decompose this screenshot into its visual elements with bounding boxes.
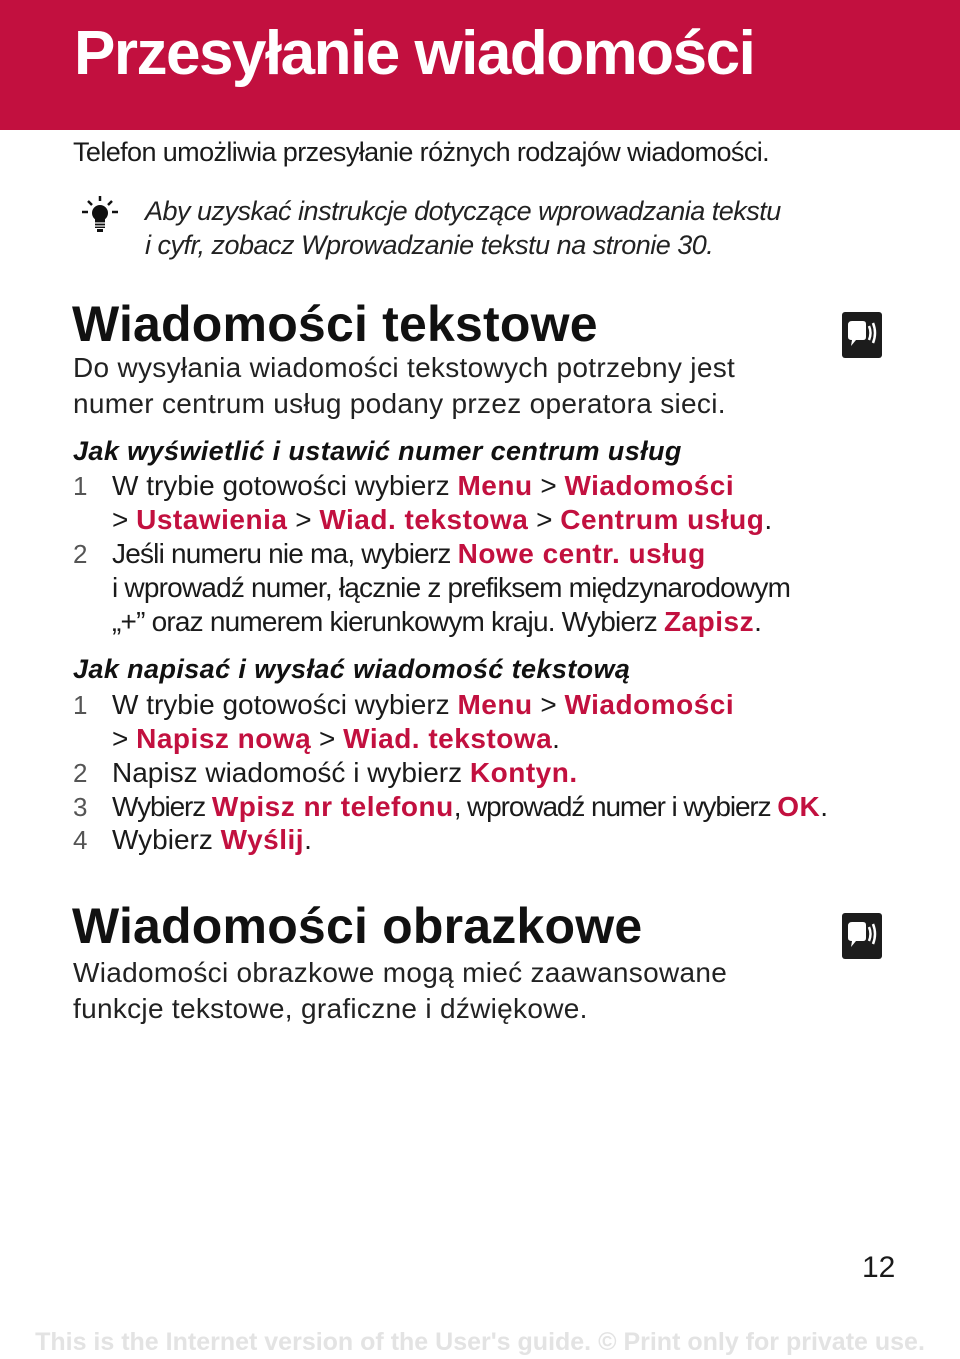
path-separator: > — [112, 504, 137, 535]
step-text — [112, 537, 790, 639]
step-text — [112, 790, 827, 824]
lightbulb-tip-icon — [80, 196, 120, 236]
page-header-bar — [0, 0, 960, 130]
operator-service-icon — [842, 913, 882, 959]
footer-watermark: This is the Internet version of the User's guide. © Print only for private use. — [35, 1328, 925, 1356]
menu-path-settings: Ustawienia — [136, 504, 288, 535]
step-text-part: Napisz wiadomość i wybierz — [112, 757, 470, 788]
menu-path-menu: Menu — [457, 689, 533, 720]
step-text-part: , wprowadź numer i wybierz — [453, 791, 778, 822]
step-text-part: . — [304, 824, 312, 855]
description-line: funkcje tekstowe, graficzne i dźwiękowe. — [73, 993, 588, 1024]
menu-path-messages: Wiadomości — [564, 689, 735, 720]
step-number: 2 — [73, 758, 88, 788]
menu-path-ok: OK — [777, 791, 821, 822]
operator-service-icon — [842, 312, 882, 358]
page-title: Przesyłanie wiadomości — [74, 19, 755, 88]
step-text-part: Wybierz — [112, 824, 221, 855]
step-text-part: „+” oraz numerem kierunkowym kraju. Wybierz — [112, 606, 664, 637]
step-number: 2 — [73, 539, 88, 569]
step-text — [112, 688, 734, 756]
howto-heading-service-center: Jak wyświetlić i ustawić numer centrum usług — [73, 436, 682, 466]
menu-path-enter-phone: Wpisz nr telefonu — [211, 791, 454, 822]
section-heading-picture-messages: Wiadomości obrazkowe — [72, 898, 643, 954]
menu-path-write-new: Napisz nową — [136, 723, 312, 754]
step-number: 1 — [73, 690, 88, 720]
menu-path-send: Wyślij — [220, 824, 305, 855]
menu-path-text-message: Wiad. tekstowa — [319, 504, 529, 535]
step-text-part: Jeśli numeru nie ma, wybierz — [112, 538, 458, 569]
tip-line: i cyfr, zobacz Wprowadzanie tekstu na stronie 30. — [145, 230, 714, 260]
step-number: 1 — [73, 471, 88, 501]
step-number: 4 — [73, 825, 88, 855]
step-text — [112, 469, 772, 537]
path-separator: > — [532, 689, 565, 720]
menu-path-text-message: Wiad. tekstowa — [343, 723, 553, 754]
menu-path-messages: Wiadomości — [564, 470, 735, 501]
path-separator: > — [112, 723, 137, 754]
step-text — [112, 823, 312, 857]
picture-messages-description — [73, 955, 727, 1027]
step-text-part: Wybierz — [112, 791, 212, 822]
menu-path-continue: Kontyn. — [469, 757, 578, 788]
howto-heading-write-send: Jak napisać i wysłać wiadomość tekstową — [73, 654, 631, 684]
step-text-part: . — [820, 791, 827, 822]
intro-text: Telefon umożliwia przesyłanie różnych rodzajów wiadomości. — [73, 137, 770, 167]
step-text-part: W trybie gotowości wybierz — [112, 470, 458, 501]
step-text — [112, 756, 578, 790]
section-heading-text-messages: Wiadomości tekstowe — [72, 296, 598, 352]
description-line: numer centrum usług podany przez operatora sieci. — [73, 388, 726, 419]
menu-path-new-center: Nowe centr. usług — [457, 538, 706, 569]
text-messages-description — [73, 350, 735, 422]
path-separator: > — [311, 723, 344, 754]
menu-path-menu: Menu — [457, 470, 533, 501]
description-line: Do wysyłania wiadomości tekstowych potrzebny jest — [73, 352, 736, 383]
step-text-part: W trybie gotowości wybierz — [112, 689, 458, 720]
description-line: Wiadomości obrazkowe mogą mieć zaawansowane — [73, 957, 728, 988]
step-text-part: i wprowadź numer, łącznie z prefiksem międzynarodowym — [112, 572, 791, 603]
tip-line: Aby uzyskać instrukcje dotyczące wprowadzania tekstu — [145, 196, 781, 226]
page-number: 12 — [862, 1251, 896, 1284]
step-text-part: . — [552, 723, 560, 754]
tip-text — [145, 194, 781, 262]
menu-path-service-center: Centrum usług — [560, 504, 765, 535]
step-text-part: . — [764, 504, 773, 535]
path-separator: > — [528, 504, 561, 535]
path-separator: > — [532, 470, 565, 501]
step-number: 3 — [73, 792, 88, 822]
menu-path-save: Zapisz — [663, 606, 755, 637]
path-separator: > — [287, 504, 320, 535]
step-text-part: . — [754, 606, 762, 637]
